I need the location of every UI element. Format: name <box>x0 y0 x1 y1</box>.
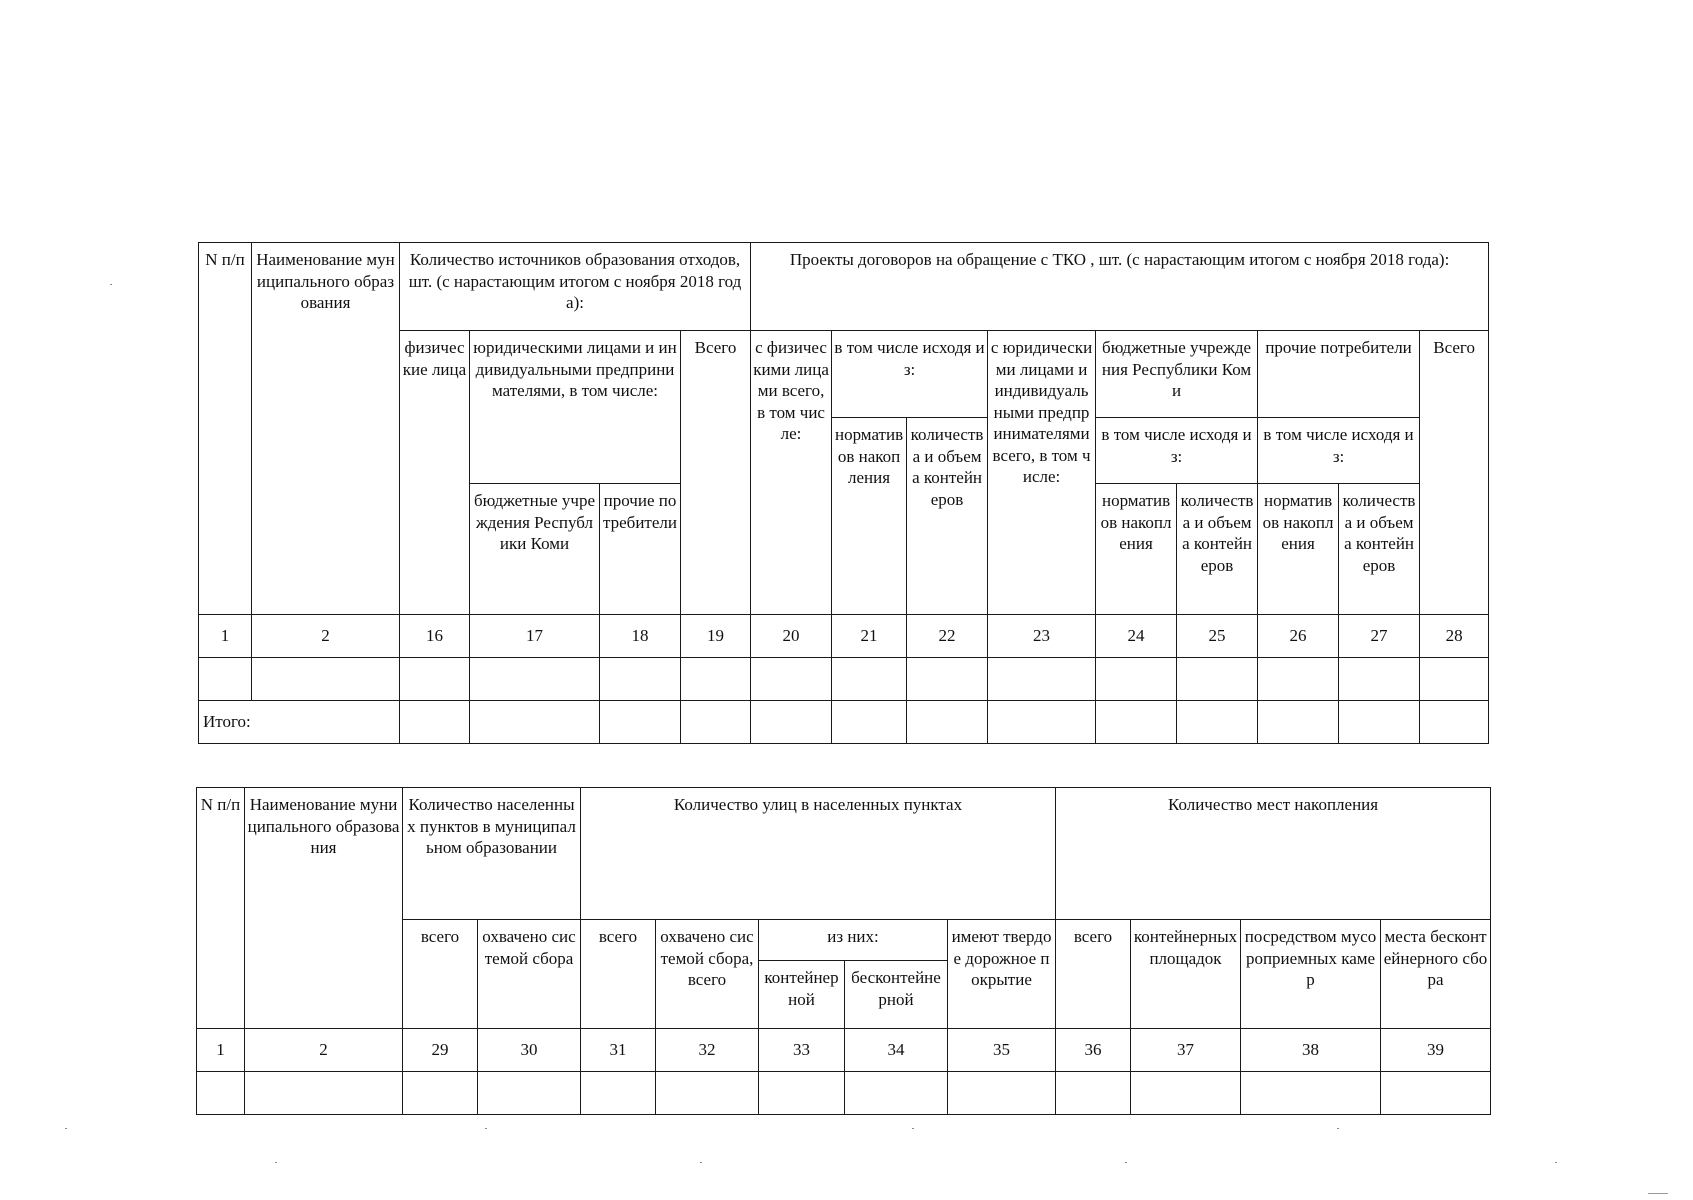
column-number: 18 <box>600 615 681 658</box>
scan-speck <box>1337 1128 1339 1129</box>
total-row <box>199 701 1489 744</box>
header-other-consumers: прочие потребители <box>1258 331 1420 418</box>
empty-cell <box>1381 1072 1491 1115</box>
scan-speck <box>65 1128 67 1129</box>
header-num: N п/п <box>197 788 245 1029</box>
column-number: 25 <box>1177 615 1258 658</box>
empty-cell <box>1177 701 1258 744</box>
empty-cell <box>400 658 470 701</box>
header-municipality-name: Наименование муниципального образования <box>245 788 403 1029</box>
empty-cell <box>832 658 907 701</box>
empty-cell <box>681 658 751 701</box>
column-number: 16 <box>400 615 470 658</box>
header-waste-sources: Количество источников образования отходов, шт. (с нарастающим итогом с ноября 2018 года): <box>400 243 751 331</box>
empty-cell <box>1258 701 1339 744</box>
empty-cell <box>1339 701 1420 744</box>
column-number: 36 <box>1056 1029 1131 1072</box>
header-including-from: в том числе исходя из: <box>1096 418 1258 484</box>
empty-cell <box>656 1072 759 1115</box>
header-settlements-count: Количество населенных пунктов в муниципальном образовании <box>403 788 581 920</box>
header-budget-institutions-komi: бюджетные учреждения Республики Коми <box>1096 331 1258 418</box>
settlements-streets-places-table <box>196 787 1491 1115</box>
header-settlements-covered: охвачено системой сбора <box>478 920 581 1029</box>
header-hard-road-surface: имеют твердое дорожное покрытие <box>948 920 1056 1029</box>
column-number: 2 <box>252 615 400 658</box>
empty-cell <box>907 658 988 701</box>
header-with-legal-entities: с юридическими лицами и индивидуальными предпринимателями всего, в том числе: <box>988 331 1096 615</box>
scan-mark <box>1648 1193 1668 1194</box>
header-via-waste-chambers: посредством мусороприемных камер <box>1241 920 1381 1029</box>
header-num: N п/п <box>199 243 252 615</box>
empty-cell <box>581 1072 656 1115</box>
column-number: 35 <box>948 1029 1056 1072</box>
column-number: 17 <box>470 615 600 658</box>
header-container-quantity-volume: количества и объема контейнеров <box>1177 484 1258 615</box>
column-numbers-row <box>199 615 1489 658</box>
header-contract-projects: Проекты договоров на обращение с ТКО , шт. (с нарастающим итогом с ноября 2018 года): <box>751 243 1489 331</box>
column-number: 33 <box>759 1029 845 1072</box>
header-containerless-places: места бесконтейнерного сбора <box>1381 920 1491 1029</box>
empty-cell <box>199 658 252 701</box>
empty-cell <box>252 658 400 701</box>
header-containerless: бесконтейнерной <box>845 961 948 1029</box>
column-number: 39 <box>1381 1029 1491 1072</box>
header-legal-entities: юридическими лицами и индивидуальными предпринимателями, в том числе: <box>470 331 681 484</box>
column-number: 32 <box>656 1029 759 1072</box>
header-streets-count: Количество улиц в населенных пунктах <box>581 788 1056 920</box>
table-row <box>197 1072 1491 1115</box>
column-number: 1 <box>199 615 252 658</box>
empty-cell <box>1056 1072 1131 1115</box>
empty-cell <box>1420 701 1489 744</box>
column-number: 37 <box>1131 1029 1241 1072</box>
column-number: 23 <box>988 615 1096 658</box>
scan-speck <box>275 1162 277 1163</box>
scan-speck <box>485 1128 487 1129</box>
scan-speck <box>110 284 112 285</box>
column-number: 30 <box>478 1029 581 1072</box>
header-physical-persons: физические лица <box>400 331 470 615</box>
waste-sources-contracts-table <box>198 242 1489 744</box>
header-with-physical-persons: с физическими лицами всего, в том числе: <box>751 331 832 615</box>
empty-cell <box>403 1072 478 1115</box>
header-municipality-name: Наименование муниципального образования <box>252 243 400 615</box>
header-other-consumers: прочие потребители <box>600 484 681 615</box>
empty-cell <box>478 1072 581 1115</box>
header-streets-total: всего <box>581 920 656 1029</box>
column-number: 19 <box>681 615 751 658</box>
column-number: 24 <box>1096 615 1177 658</box>
empty-cell <box>197 1072 245 1115</box>
header-container-quantity-volume: количества и объема контейнеров <box>1339 484 1420 615</box>
empty-cell <box>400 701 470 744</box>
header-budget-institutions: бюджетные учреждения Республики Коми <box>470 484 600 615</box>
empty-cell <box>1131 1072 1241 1115</box>
scan-speck <box>1555 1162 1557 1163</box>
column-number: 20 <box>751 615 832 658</box>
empty-cell <box>245 1072 403 1115</box>
column-number: 2 <box>245 1029 403 1072</box>
header-accumulation-norms: нормативов накопления <box>832 418 907 615</box>
header-including-from: в том числе исходя из: <box>832 331 988 418</box>
scan-speck <box>700 1162 702 1163</box>
total-label: Итого: <box>199 701 400 744</box>
scan-speck <box>1125 1162 1127 1163</box>
header-container-quantity-volume: количества и объема контейнеров <box>907 418 988 615</box>
empty-cell <box>1339 658 1420 701</box>
empty-cell <box>751 658 832 701</box>
header-accumulation-places: Количество мест накопления <box>1056 788 1491 920</box>
header-streets-covered: охвачено системой сбора, всего <box>656 920 759 1029</box>
empty-cell <box>1241 1072 1381 1115</box>
empty-cell <box>832 701 907 744</box>
column-number: 21 <box>832 615 907 658</box>
empty-cell <box>470 701 600 744</box>
scan-speck <box>912 1128 914 1129</box>
empty-cell <box>1258 658 1339 701</box>
header-sources-total: Всего <box>681 331 751 615</box>
table-row <box>199 658 1489 701</box>
column-number: 26 <box>1258 615 1339 658</box>
empty-cell <box>759 1072 845 1115</box>
column-number: 31 <box>581 1029 656 1072</box>
header-of-them: из них: <box>759 920 948 961</box>
empty-cell <box>751 701 832 744</box>
empty-cell <box>988 701 1096 744</box>
empty-cell <box>681 701 751 744</box>
empty-cell <box>948 1072 1056 1115</box>
empty-cell <box>1420 658 1489 701</box>
column-number: 29 <box>403 1029 478 1072</box>
empty-cell <box>845 1072 948 1115</box>
header-settlements-total: всего <box>403 920 478 1029</box>
column-number: 22 <box>907 615 988 658</box>
empty-cell <box>1096 658 1177 701</box>
column-numbers-row <box>197 1029 1491 1072</box>
column-number: 28 <box>1420 615 1489 658</box>
empty-cell <box>907 701 988 744</box>
column-number: 34 <box>845 1029 948 1072</box>
empty-cell <box>600 701 681 744</box>
header-accumulation-norms: нормативов накопления <box>1258 484 1339 615</box>
column-number: 27 <box>1339 615 1420 658</box>
empty-cell <box>988 658 1096 701</box>
header-accumulation-norms: нормативов накопления <box>1096 484 1177 615</box>
header-contracts-total: Всего <box>1420 331 1489 615</box>
header-places-total: всего <box>1056 920 1131 1029</box>
empty-cell <box>1177 658 1258 701</box>
empty-cell <box>1096 701 1177 744</box>
empty-cell <box>470 658 600 701</box>
column-number: 1 <box>197 1029 245 1072</box>
header-container: контейнерной <box>759 961 845 1029</box>
empty-cell <box>600 658 681 701</box>
column-number: 38 <box>1241 1029 1381 1072</box>
header-container-sites: контейнерных площадок <box>1131 920 1241 1029</box>
header-including-from: в том числе исходя из: <box>1258 418 1420 484</box>
